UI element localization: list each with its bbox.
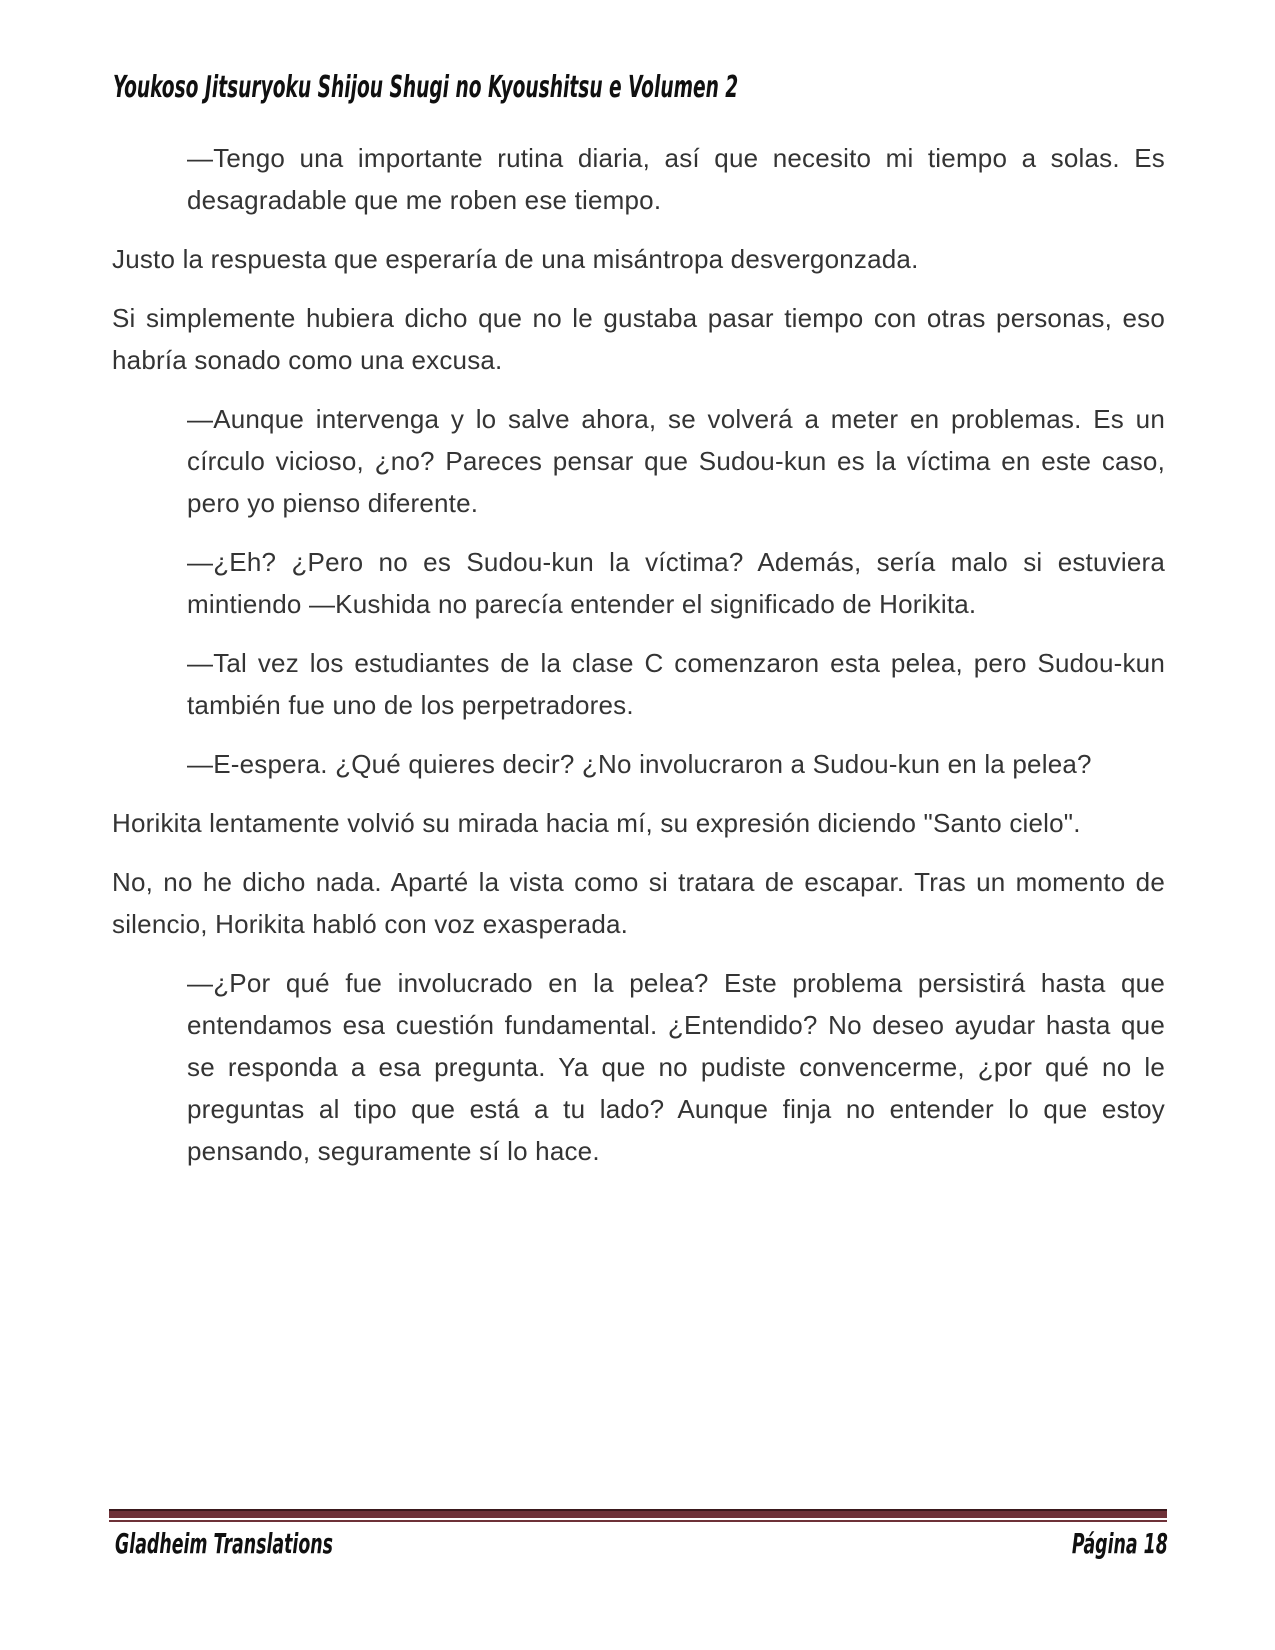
page-header-title: Youkoso Jitsuryoku Shijou Shugi no Kyoushitsu e Volumen 2 bbox=[113, 70, 739, 105]
paragraph-narration: No, no he dicho nada. Aparté la vista como si tratara de escapar. Tras un momento de silencio, Horikita habló con voz exasperada. bbox=[112, 867, 1165, 939]
paragraph-dialogue: —Tengo una importante rutina diaria, así que necesito mi tiempo a solas. Es desagradable que me roben ese tiempo. bbox=[187, 143, 1165, 215]
footer-rule-bottom-line bbox=[109, 1520, 1167, 1522]
paragraph-dialogue: —¿Por qué fue involucrado en la pelea? Este problema persistirá hasta que entendamos esa cuestión fundamental. ¿Entendido? No deseo ayudar hasta que se responda a esa pregunta. Ya que no pudiste convencerme, ¿por qué no le preguntas al tipo que está a tu lado? Aunque finja no entender lo que estoy pensando, seguramente sí lo hace. bbox=[187, 968, 1165, 1166]
paragraph-narration: Horikita lentamente volvió su mirada hacia mí, su expresión diciendo "Santo cielo". bbox=[112, 808, 1081, 838]
paragraph-narration: Justo la respuesta que esperaría de una misántropa desvergonzada. bbox=[112, 244, 919, 274]
paragraph-dialogue: —Aunque intervenga y lo salve ahora, se volverá a meter en problemas. Es un círculo vicioso, ¿no? Pareces pensar que Sudou-kun es la víctima en este caso, pero yo pienso diferente. bbox=[187, 404, 1165, 518]
footer-rule-thick-bar bbox=[109, 1511, 1167, 1518]
body-text bbox=[112, 137, 1165, 1189]
footer-translator: Gladheim Translations bbox=[115, 1527, 333, 1560]
footer-rule bbox=[109, 1509, 1167, 1522]
footer-page-number: Página 18 bbox=[1072, 1527, 1168, 1560]
paragraph-dialogue: —E-espera. ¿Qué quieres decir? ¿No involucraron a Sudou-kun en la pelea? bbox=[187, 749, 1092, 779]
paragraph-narration: Si simplemente hubiera dicho que no le gustaba pasar tiempo con otras personas, eso habría sonado como una excusa. bbox=[112, 303, 1165, 375]
paragraph-dialogue: —Tal vez los estudiantes de la clase C comenzaron esta pelea, pero Sudou-kun también fue uno de los perpetradores. bbox=[187, 648, 1165, 720]
paragraph-dialogue: —¿Eh? ¿Pero no es Sudou-kun la víctima? Además, sería malo si estuviera mintiendo —Kushida no parecía entender el significado de Horikita. bbox=[187, 547, 1165, 619]
